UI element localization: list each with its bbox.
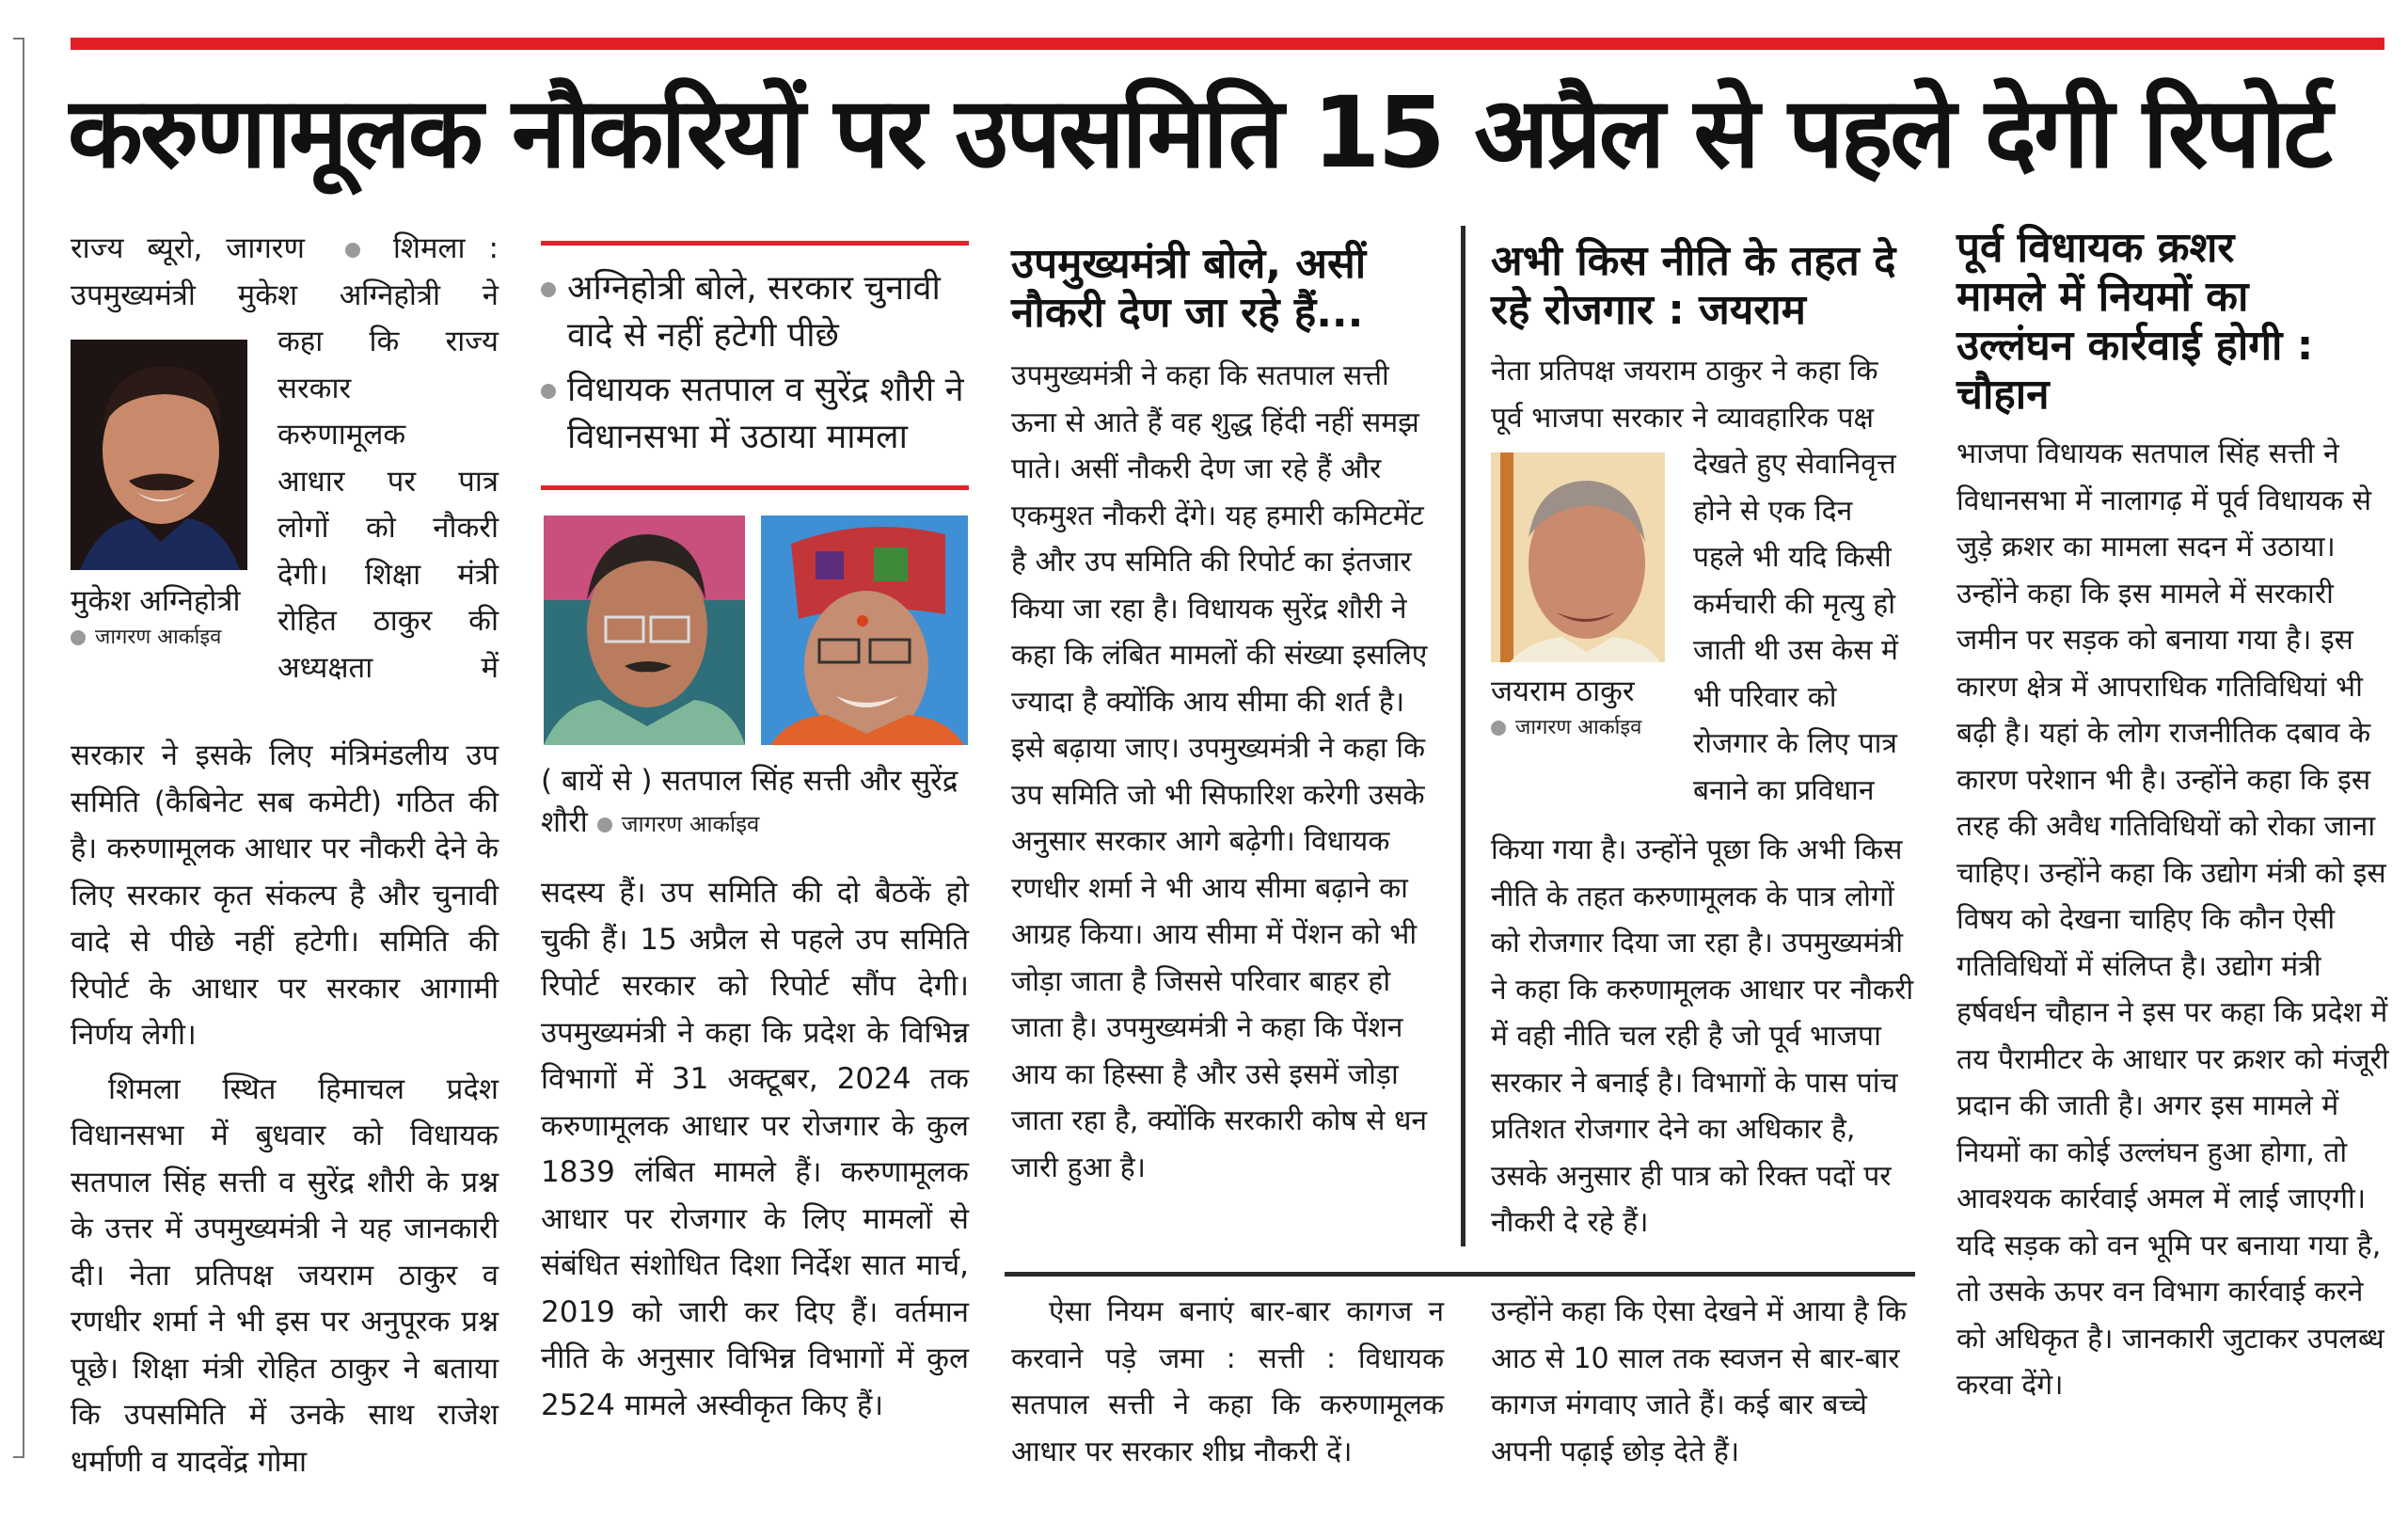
photo-caption-name: मुकेश अग्निहोत्री bbox=[71, 584, 241, 618]
column-divider-horizontal bbox=[1005, 1272, 1915, 1277]
portrait-illustration bbox=[71, 340, 247, 570]
bullet-dot-icon bbox=[71, 630, 86, 645]
highlights-bottom-rule bbox=[541, 485, 969, 490]
pair-photo-caption-text: ( बायें से ) सतपाल सिंह सत्ती और सुरेंद्र शौरी bbox=[541, 764, 958, 839]
story-deputy-cm-column bbox=[1011, 240, 1439, 1191]
story-jairam-body-rest: किया गया है। उन्होंने पूछा कि अभी किस नीति के तहत करुणामूलक के पात्र लोगों को रोजगार दिया जा रहा है। उपमुख्यमंत्री ने कहा कि करुणामूलक आधार पर नौकरी में वही नीति चल रही है जो पूर्व भाजपा सरकार ने बनाई है। विभागों के पास पांच प्रतिशत रोजगार देने का अधिकार है, उसके अनुसार ही पात्र को रिक्त पदों पर नौकरी दे रहे हैं। bbox=[1491, 833, 1914, 1239]
wrap-line: देगी। शिक्षा मंत्री bbox=[277, 557, 499, 592]
wrap-line: रोहित ठाकुर की bbox=[277, 604, 499, 638]
wrap-line: देखते हुए सेवानिवृत्त bbox=[1693, 448, 1896, 481]
highlight-item bbox=[541, 367, 969, 461]
photo-caption-block bbox=[1491, 671, 1679, 744]
main-story-column-2 bbox=[541, 870, 969, 1429]
bullet-dot-icon bbox=[541, 282, 556, 297]
story-jairam-column bbox=[1491, 237, 1914, 1246]
story-satti-left bbox=[1011, 1289, 1444, 1475]
highlight-text: अग्निहोत्री बोले, सरकार चुनावी वादे से नहीं हटेगी पीछे bbox=[567, 269, 941, 355]
highlight-text: विधायक सतपाल व सुरेंद्र शौरी ने विधानसभा में उठाया मामला bbox=[567, 371, 964, 456]
story-jairam-body-top: नेता प्रतिपक्ष जयराम ठाकुर ने कहा कि पूर्व भाजपा सरकार ने व्यावहारिक पक्ष bbox=[1491, 355, 1878, 435]
byline: राज्य ब्यूरो, जागरण bbox=[71, 231, 305, 265]
story-chauhan-heading: पूर्व विधायक क्रशर मामले में नियमों का उल्लंघन कार्रवाई होगी : चौहान bbox=[1956, 224, 2314, 419]
wrap-line: कहा कि राज्य bbox=[277, 325, 499, 358]
photo-surender-shourie bbox=[761, 516, 968, 745]
main-story-paragraph-1: सरकार ने इसके लिए मंत्रिमंडलीय उप समिति (कैबिनेट सब कमेटी) गठित की है। करुणामूलक आधार पर नौकरी देने के लिए सरकार कृत संकल्प है और चुनावी वादे से पीछे नहीं हटेगी। समिति की रिपोर्ट के आधार पर सरकार आगामी निर्णय लेगी। bbox=[71, 738, 499, 1052]
wrap-line: रोजगार के लिए पात्र bbox=[1693, 727, 1897, 760]
bullet-dot-icon bbox=[597, 817, 612, 833]
photo-caption-name: जयराम ठाकुर bbox=[1491, 674, 1635, 708]
story-deputy-cm-body: उपमुख्यमंत्री ने कहा कि सतपाल सत्ती ऊना से आते हैं वह शुद्ध हिंदी नहीं समझ पाते। असीं नौकरी देण जा रहे हैं और एकमुश्त नौकरी देंगे। यह हमारी कमिटमेंट है और उप समिति की रिपोर्ट का इंतजार किया जा रहा है। विधायक सुरेंद्र शौरी ने कहा कि लंबित मामलों की संख्या इसलिए ज्यादा है क्योंकि आय सीमा की शर्त है। इसे बढ़ाया जाए। उपमुख्यमंत्री ने कहा कि उप समिति जो भी सिफारिश करेगी उसके अनुसार सरकार आगे बढ़ेगी। विधायक रणधीर शर्मा ने भी आय सीमा बढ़ाने का आग्रह किया। आय सीमा में पेंशन को भी जोड़ा जाता है जिससे परिवार बाहर हो जाता है। उपमुख्यमंत्री ने कहा कि पेंशन आय का हिस्सा है और उसे इसमें जोड़ा जाता रहा है, क्योंकि सरकारी कोष से धन जारी हुआ है। bbox=[1011, 359, 1428, 1184]
header-red-bar bbox=[71, 38, 2384, 50]
photo-jairam-thakur bbox=[1491, 452, 1665, 662]
main-story-paragraph-2: शिमला स्थित हिमाचल प्रदेश विधानसभा में बुधवार को विधायक सतपाल सिंह सत्ती व सुरेंद्र शौरी के प्रश्न के उत्तर में उपमुख्यमंत्री ने यह जानकारी दी। नेता प्रतिपक्ष जयराम ठाकुर व रणधीर शर्मा ने भी इस पर अनुपूरक प्रश्न पूछे। शिक्षा मंत्री रोहित ठाकुर ने बताया कि उपसमिति में उनके साथ राजेश धर्माणी व यादवेंद्र गोमा bbox=[71, 1071, 499, 1479]
story-deputy-cm-heading: उपमुख्यमंत्री बोले, असीं नौकरी देण जा रहे हैं... bbox=[1011, 240, 1367, 337]
wrap-line: लोगों को नौकरी bbox=[277, 511, 499, 545]
highlight-item bbox=[541, 265, 969, 359]
column-divider-vertical bbox=[1461, 226, 1465, 1246]
photo-credit bbox=[71, 622, 259, 654]
wrap-line: पहले भी यदि किसी bbox=[1693, 541, 1892, 574]
text-beside-photo bbox=[1693, 441, 1914, 814]
story-satti-right bbox=[1491, 1289, 1914, 1475]
wrap-line: कर्मचारी की मृत्यु हो bbox=[1693, 587, 1895, 621]
photo-credit bbox=[597, 811, 760, 837]
portrait-illustration bbox=[544, 516, 745, 745]
photo-credit-text: जागरण आर्काइव bbox=[95, 626, 222, 649]
wrap-line: करुणामूलक bbox=[277, 418, 406, 452]
photo-mukesh-agnihotri bbox=[71, 340, 247, 570]
wrap-line: होने से एक दिन bbox=[1693, 494, 1853, 528]
bullet-dot-icon bbox=[541, 384, 556, 399]
text-beside-photo bbox=[277, 319, 499, 691]
portrait-illustration bbox=[761, 516, 968, 745]
lead-line: उपमुख्यमंत्री मुकेश अग्निहोत्री ने bbox=[71, 278, 499, 312]
story-satti-text-right: उन्होंने कहा कि ऐसा देखने में आया है कि आठ से 10 साल तक स्वजन से बार-बार कागज मंगवाए जाते हैं। कई बार बच्चे अपनी पढ़ाई छोड़ देते हैं। bbox=[1491, 1295, 1907, 1468]
photo-satpal-singh-satti bbox=[544, 516, 745, 745]
wrap-line: सरकार bbox=[277, 371, 352, 405]
story-satti-text-left: ऐसा नियम बनाएं बार-बार कागज न करवाने पड़े जमा : सत्ती : विधायक सतपाल सत्ती ने कहा कि करुणामूलक आधार पर सरकार शीघ्र नौकरी दें। bbox=[1011, 1295, 1444, 1468]
pair-photo-caption bbox=[541, 760, 969, 843]
photo-credit-text: जागरण आर्काइव bbox=[621, 811, 760, 837]
wrap-line: जाती थी उस केस में bbox=[1693, 634, 1898, 667]
wrap-line: अध्यक्षता में bbox=[277, 650, 499, 685]
highlights-box bbox=[541, 265, 969, 468]
story-chauhan-body: भाजपा विधायक सतपाल सिंह सत्ती ने विधानसभा में नालागढ़ में पूर्व विधायक से जुड़े क्रशर का मामला सदन में उठाया। उन्होंने कहा कि इस मामले में सरकारी जमीन पर सड़क को बनाया गया है। इस कारण क्षेत्र में आपराधिक गतिविधियां भी बढ़ी है। यहां के लोग राजनीतिक दबाव के कारण परेशान भी है। उन्होंने कहा कि इस तरह की अवैध गतिविधियों को रोका जाना चाहिए। उन्होंने कहा कि उद्योग मंत्री को इस विषय को देखना चाहिए कि कौन ऐसी गतिविधियों में संलिप्त है। उद्योग मंत्री हर्षवर्धन चौहान ने इस पर कहा कि प्रदेश में तय पैरामीटर के आधार पर क्रशर को मंजूरी प्रदान की जाती है। अगर इस मामले में नियमों का कोई उल्लंघन हुआ होगा, तो आवश्यक कार्रवाई अमल में लाई जाएगी। यदि सड़क को वन भूमि पर बनाया गया है, तो उसके ऊपर वन विभाग कार्रवाई करने को अधिकृत है। जानकारी जुटाकर उपलब्ध करवा देंगे। bbox=[1956, 437, 2389, 1402]
main-story-paragraph-3: सदस्य हैं। उप समिति की दो बैठकें हो चुकी हैं। 15 अप्रैल से पहले उप समिति रिपोर्ट सरकार को रिपोर्ट सौंप देगी। उपमुख्यमंत्री ने कहा कि प्रदेश के विभिन्न विभागों में 31 अक्टूबर, 2024 तक करुणामूलक आधार पर रोजगार के कुल 1839 लंबित मामले हैं। करुणामूलक आधार पर रोजगार के लिए मामलों से संबंधित संशोधित दिशा निर्देश सात मार्च, 2019 को जारी कर दिए हैं। वर्तमान नीति के अनुसार विभिन्न विभागों में कुल 2524 मामले अस्वीकृत किए हैं। bbox=[541, 876, 969, 1422]
story-chauhan-column bbox=[1956, 224, 2389, 1409]
page-frame-line bbox=[13, 38, 24, 1458]
portrait-illustration bbox=[1491, 452, 1665, 662]
main-headline: करुणामूलक नौकरियों पर उपसमिति 15 अप्रैल से पहले देगी रिपोर्ट bbox=[68, 75, 2330, 190]
main-story-column-1 bbox=[71, 226, 499, 1485]
wrap-line: बनाने का प्रविधान bbox=[1693, 773, 1875, 807]
photo-credit bbox=[1491, 712, 1679, 744]
wrap-line: आधार पर पात्र bbox=[277, 464, 499, 499]
bullet-dot-icon bbox=[345, 243, 360, 258]
wrap-line: भी परिवार को bbox=[1693, 680, 1837, 714]
dateline bbox=[71, 226, 499, 273]
photo-credit-text: जागरण आर्काइव bbox=[1515, 716, 1642, 739]
highlights-top-rule bbox=[541, 241, 969, 246]
photo-caption-block bbox=[71, 580, 259, 654]
dateline-city: शिमला : bbox=[392, 231, 499, 265]
story-jairam-heading: अभी किस नीति के तहत दे रहे रोजगार : जयराम bbox=[1491, 237, 1896, 334]
bullet-dot-icon bbox=[1491, 721, 1506, 736]
